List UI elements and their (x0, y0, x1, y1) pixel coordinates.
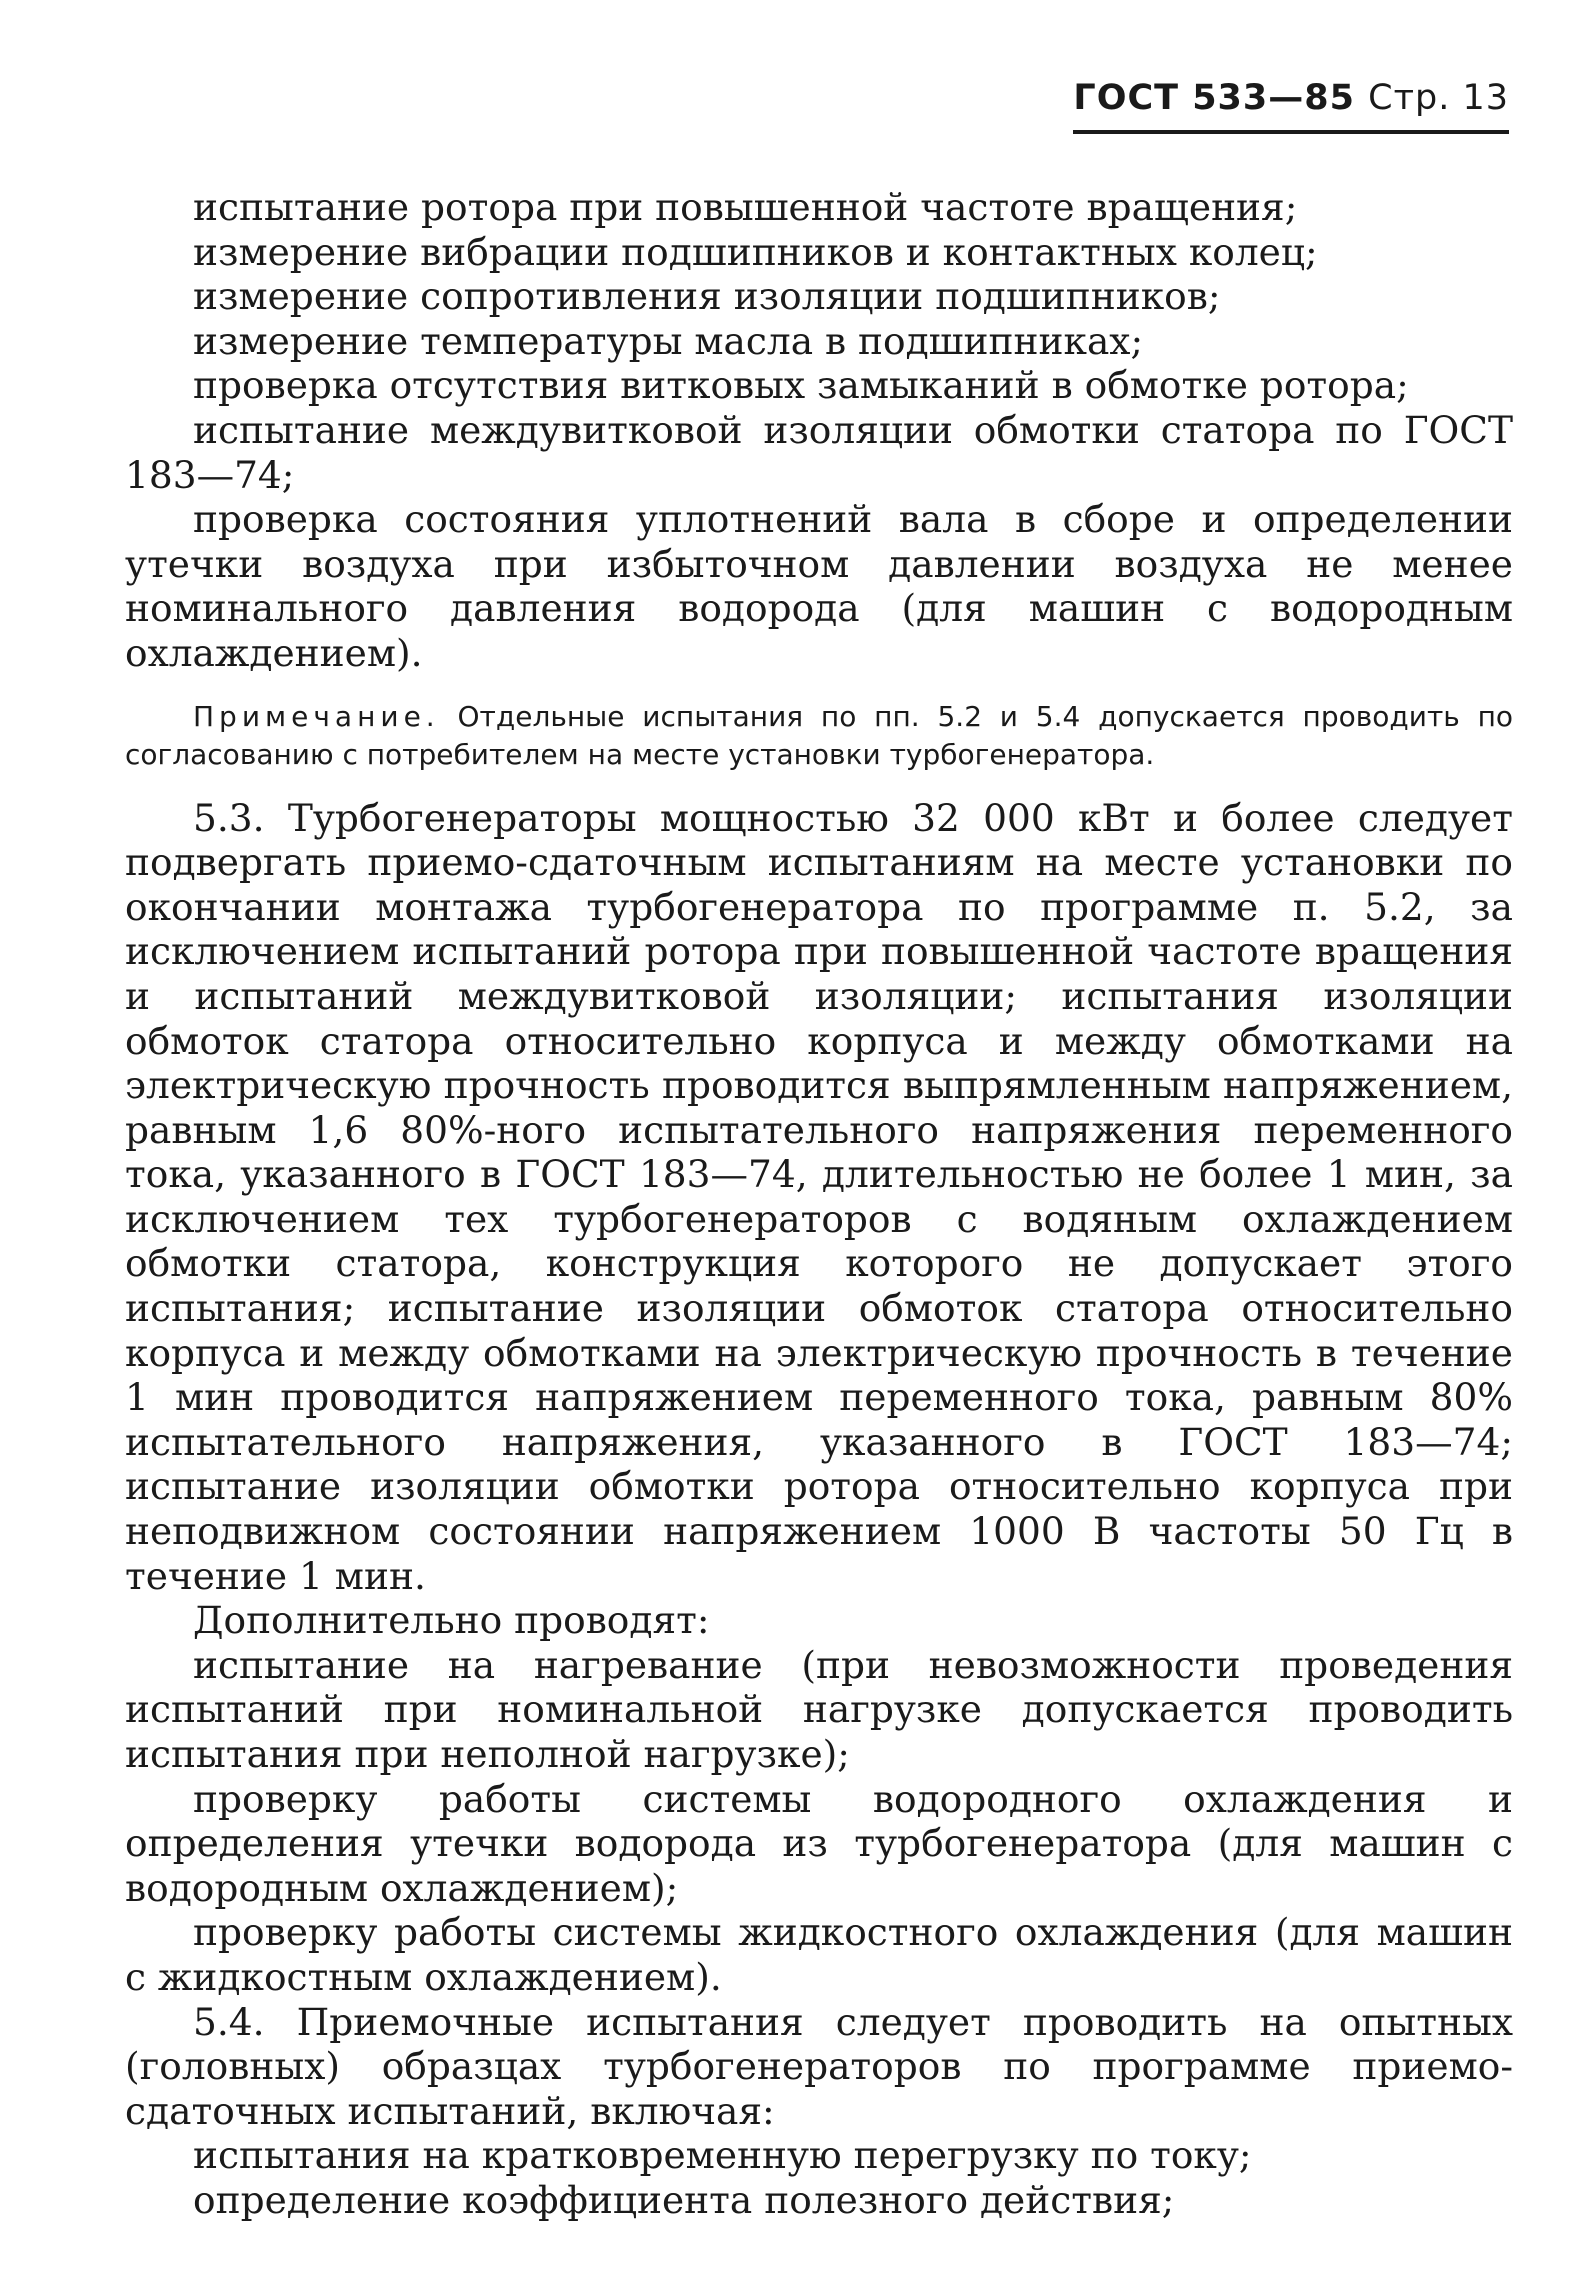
section-5-3: 5.3. Турбогенераторы мощностью 32 000 кВт и более следует подвергать приемо-сдаточным испытаниям на месте установки по окончании монтажа турбогенератора по программе п. 5.2, за исключением испытаний ротора при повышенной частоте вращения и испытаний междувитковой изоляции; испытания изоляции обмоток статора относительно корпуса и между обмотками на электрическую прочность проводится выпрямленным напряжением, равным 1,6 80%-ного испытательного напряжения переменного тока, указанного в ГОСТ 183—74, длительностью не более 1 мин, за исключением тех турбогенераторов с водяным охлаждением обмотки статора, конструкция которого не допускает этого испытания; испытание изоляции обмоток статора относительно корпуса и между обмотками на электрическую прочность в течение 1 мин проводится напряжением переменного тока, равным 80% испытательного напряжения, указанного в ГОСТ 183—74; испытание изоляции обмотки ротора относительно корпуса при неподвижном состоянии напряжением 1000 В частоты 50 Гц в течение 1 мин. (125, 795, 1513, 1598)
note-label: Примечание. (193, 699, 440, 733)
paragraph: испытания на кратковременную перегрузку по току; (193, 2133, 1252, 2178)
paragraph: измерение вибрации подшипников и контактных колец; (193, 229, 1318, 274)
paragraph: испытание на нагревание (при невозможности проведения испытаний при номинальной нагрузке допускается проводить испытания при неполной нагрузке); (125, 1642, 1513, 1776)
paragraph: определение коэффициента полезного действия; (193, 2177, 1175, 2222)
page-header (1073, 78, 1509, 134)
paragraph: испытание междувитковой изоляции обмотки статора по ГОСТ 183—74; (125, 407, 1513, 497)
note-text: Отдельные испытания по пп. 5.2 и 5.4 допускается проводить по согласованию с потребителем на месте установки турбогенератора. (125, 699, 1513, 771)
paragraph: измерение температуры масла в подшипниках; (193, 318, 1144, 363)
section-5-4: 5.4. Приемочные испытания следует проводить на опытных (головных) образцах турбогенераторов по программе приемо-сдаточных испытаний, включая: (125, 1999, 1513, 2133)
body-text (125, 185, 1513, 2223)
paragraph: измерение сопротивления изоляции подшипников; (193, 274, 1221, 319)
page-number: Стр. 13 (1368, 78, 1509, 118)
standard-code: ГОСТ 533—85 (1073, 78, 1355, 118)
paragraph: испытание ротора при повышенной частоте вращения; (193, 185, 1298, 229)
paragraph: проверка отсутствия витковых замыканий в обмотке ротора; (193, 363, 1409, 408)
paragraph: проверка состояния уплотнений вала в сборе и определении утечки воздуха при избыточном давлении воздуха не менее номинального давления водорода (для машин с водородным охлаждением). (125, 497, 1513, 675)
note (125, 698, 1513, 774)
paragraph: проверку работы системы водородного охлаждения и определения утечки водорода из турбогенератора (для машин с водородным охлаждением); (125, 1776, 1513, 1910)
paragraph: Дополнительно проводят: (193, 1598, 710, 1643)
paragraph: проверку работы системы жидкостного охлаждения (для машин с жидкостным охлаждением). (125, 1910, 1513, 1999)
